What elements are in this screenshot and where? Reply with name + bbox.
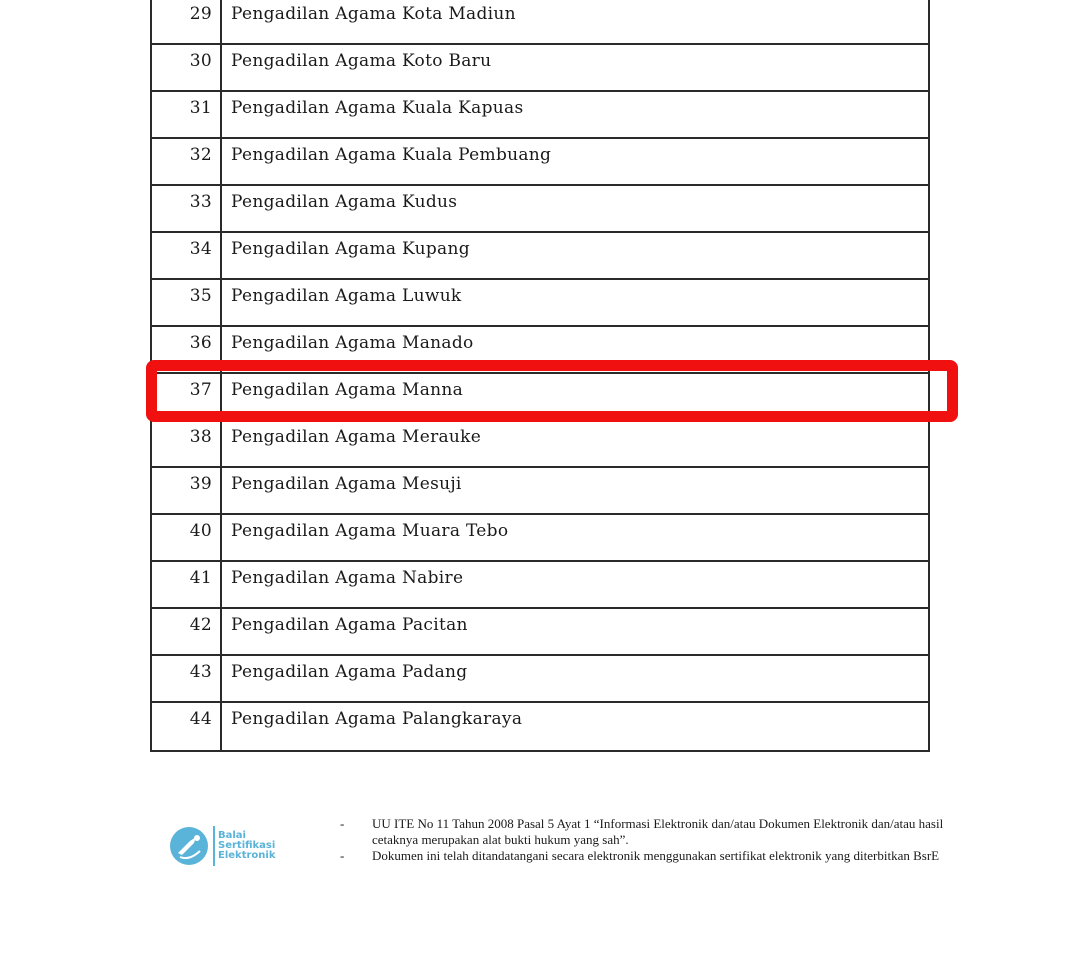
row-number: 36	[152, 327, 222, 372]
row-number: 41	[152, 562, 222, 607]
row-number: 40	[152, 515, 222, 560]
table-row	[152, 45, 928, 92]
bsre-logo-icon	[170, 827, 208, 865]
court-name: Pengadilan Agama Kuala Kapuas	[231, 98, 524, 118]
court-name: Pengadilan Agama Padang	[231, 662, 468, 682]
row-number: 29	[152, 0, 222, 43]
table-row	[152, 703, 928, 750]
footer-notes	[340, 816, 970, 864]
logo-text	[218, 831, 275, 861]
table-row	[152, 139, 928, 186]
row-number: 38	[152, 421, 222, 466]
logo-divider	[213, 826, 215, 866]
court-name: Pengadilan Agama Koto Baru	[231, 51, 492, 71]
court-name: Pengadilan Agama Palangkaraya	[231, 709, 523, 729]
row-number: 37	[152, 374, 222, 419]
table-row	[152, 280, 928, 327]
bsre-logo	[170, 826, 275, 866]
row-number: 39	[152, 468, 222, 513]
table-row	[152, 233, 928, 280]
table-row	[152, 0, 928, 45]
logo-line-1: Balai	[218, 830, 246, 841]
footer-note-1	[340, 816, 970, 848]
table-row	[152, 186, 928, 233]
logo-line-2: Sertifikasi	[218, 840, 276, 851]
bullet: -	[340, 848, 345, 863]
court-name: Pengadilan Agama Luwuk	[231, 286, 462, 306]
row-number: 43	[152, 656, 222, 701]
court-name: Pengadilan Agama Manado	[231, 333, 474, 353]
table-row	[152, 656, 928, 703]
note-text: Dokumen ini telah ditandatangani secara elektronik menggunakan sertifikat elektronik yang diterbitkan BsrE	[372, 848, 940, 863]
row-number: 33	[152, 186, 222, 231]
row-number: 32	[152, 139, 222, 184]
court-name: Pengadilan Agama Manna	[231, 380, 464, 400]
table-row	[152, 468, 928, 515]
table-row	[152, 421, 928, 468]
row-number: 31	[152, 92, 222, 137]
court-name: Pengadilan Agama Mesuji	[231, 474, 462, 494]
court-name: Pengadilan Agama Merauke	[231, 427, 482, 447]
note-text: UU ITE No 11 Tahun 2008 Pasal 5 Ayat 1 “Informasi Elektronik dan/atau Dokumen Elektronik dan/atau hasil cetaknya merupakan alat bukti hukum yang sah”.	[372, 816, 944, 847]
table-row	[152, 327, 928, 374]
court-list-table	[150, 0, 930, 752]
court-name: Pengadilan Agama Kupang	[231, 239, 470, 259]
row-number: 34	[152, 233, 222, 278]
court-name: Pengadilan Agama Muara Tebo	[231, 521, 509, 541]
court-name: Pengadilan Agama Kuala Pembuang	[231, 145, 552, 165]
table-row	[152, 515, 928, 562]
row-number: 42	[152, 609, 222, 654]
row-number: 35	[152, 280, 222, 325]
row-number: 44	[152, 703, 222, 750]
table-row	[152, 562, 928, 609]
court-name: Pengadilan Agama Pacitan	[231, 615, 468, 635]
footer-note-2	[340, 848, 970, 864]
table-row	[152, 92, 928, 139]
bullet: -	[340, 816, 345, 831]
court-name: Pengadilan Agama Nabire	[231, 568, 464, 588]
logo-line-3: Elektronik	[218, 850, 276, 861]
table-row-highlighted	[152, 374, 928, 421]
court-name: Pengadilan Agama Kudus	[231, 192, 458, 212]
row-number: 30	[152, 45, 222, 90]
court-name: Pengadilan Agama Kota Madiun	[231, 4, 516, 24]
table-row	[152, 609, 928, 656]
